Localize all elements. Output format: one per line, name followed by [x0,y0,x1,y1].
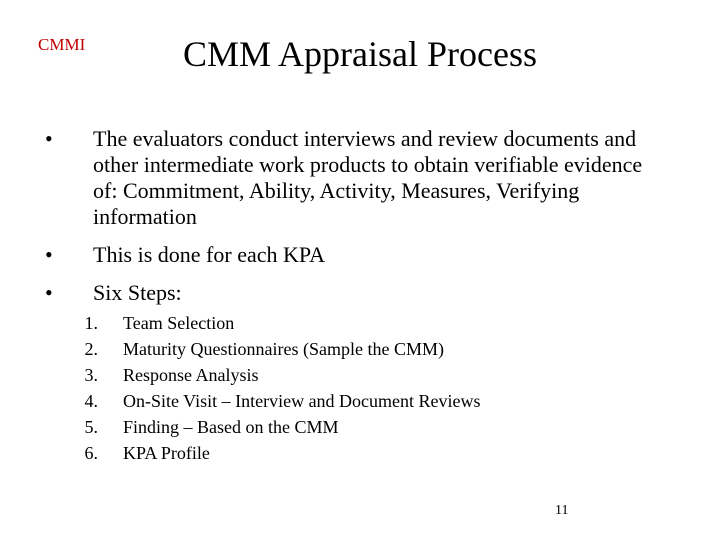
step-text: Response Analysis [123,365,259,385]
bullet-marker: • [45,280,53,305]
step-item [0,388,720,414]
bullet-text: This is done for each KPA [93,242,325,267]
step-text: On-Site Visit – Interview and Document Reviews [123,391,481,411]
step-number: 6. [84,443,98,463]
step-item [0,440,720,466]
step-item [0,336,720,362]
step-number: 5. [84,417,98,437]
step-number: 1. [84,313,98,333]
slide-title: CMM Appraisal Process [183,34,537,74]
step-item [0,414,720,440]
step-text: KPA Profile [123,443,210,463]
step-item [0,310,720,336]
page-number: 11 [555,503,569,518]
step-item [0,362,720,388]
step-text: Team Selection [123,313,235,333]
step-text: Finding – Based on the CMM [123,417,339,437]
bullet-marker: • [45,242,53,267]
bullet-text: The evaluators conduct interviews and review documents and other intermediate work products to obtain verifiable evidence of: Commitment, Ability, Activity, Measures, Verifying information [93,126,643,229]
step-number: 3. [84,365,98,385]
header-tag: CMMI [38,35,86,54]
step-number: 4. [84,391,98,411]
step-text: Maturity Questionnaires (Sample the CMM) [123,339,444,359]
bullet-text: Six Steps: [93,280,182,305]
bullet-marker: • [45,126,53,151]
step-number: 2. [84,339,98,359]
